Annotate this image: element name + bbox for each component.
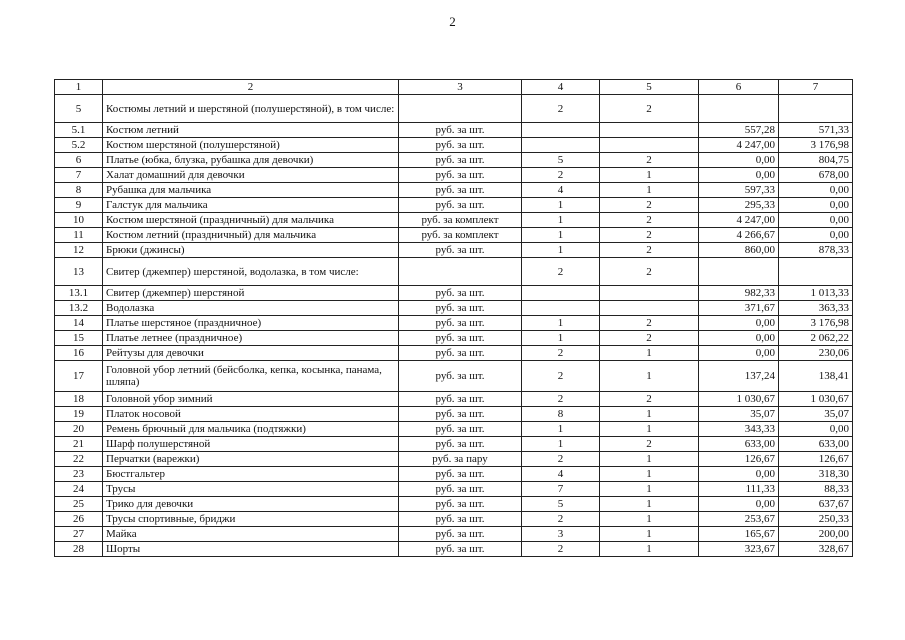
column-5-cell [600, 286, 699, 301]
column-5-cell: 2 [600, 331, 699, 346]
item-name-cell: Костюм шерстяной (праздничный) для мальчика [103, 213, 399, 228]
column-4-cell: 1 [522, 213, 600, 228]
row-number-cell: 13.2 [55, 301, 103, 316]
table-row [55, 95, 853, 123]
column-7-value-cell: 3 176,98 [779, 138, 853, 153]
column-4-cell [522, 286, 600, 301]
column-7-value-cell: 126,67 [779, 452, 853, 467]
column-4-cell: 2 [522, 95, 600, 123]
column-7-value-cell: 0,00 [779, 198, 853, 213]
column-5-cell: 2 [600, 392, 699, 407]
column-4-cell [522, 301, 600, 316]
table-row [55, 542, 853, 557]
column-5-cell: 1 [600, 452, 699, 467]
column-7-value-cell: 318,30 [779, 467, 853, 482]
column-header: 2 [103, 80, 399, 95]
item-name-cell: Трико для девочки [103, 497, 399, 512]
row-number-cell: 28 [55, 542, 103, 557]
column-5-cell: 1 [600, 497, 699, 512]
column-4-cell: 2 [522, 512, 600, 527]
column-5-cell [600, 301, 699, 316]
column-4-cell: 2 [522, 361, 600, 392]
column-6-value-cell: 597,33 [699, 183, 779, 198]
column-4-cell: 4 [522, 183, 600, 198]
column-6-value-cell: 0,00 [699, 168, 779, 183]
table-row [55, 213, 853, 228]
item-name-cell: Шорты [103, 542, 399, 557]
row-number-cell: 8 [55, 183, 103, 198]
item-name-cell: Костюмы летний и шерстяной (полушерстяной), в том числе: [103, 95, 399, 123]
item-name-cell: Платье шерстяное (праздничное) [103, 316, 399, 331]
row-number-cell: 6 [55, 153, 103, 168]
column-6-value-cell: 4 247,00 [699, 138, 779, 153]
column-5-cell: 1 [600, 542, 699, 557]
column-6-value-cell: 165,67 [699, 527, 779, 542]
column-6-value-cell: 1 030,67 [699, 392, 779, 407]
column-5-cell: 2 [600, 153, 699, 168]
table-body [55, 95, 853, 557]
column-7-value-cell: 571,33 [779, 123, 853, 138]
column-5-cell: 2 [600, 198, 699, 213]
column-4-cell: 1 [522, 228, 600, 243]
unit-cell: руб. за шт. [399, 512, 522, 527]
item-name-cell: Водолазка [103, 301, 399, 316]
unit-cell: руб. за шт. [399, 198, 522, 213]
column-7-value-cell: 804,75 [779, 153, 853, 168]
column-5-cell: 1 [600, 422, 699, 437]
unit-cell: руб. за шт. [399, 422, 522, 437]
column-6-value-cell: 633,00 [699, 437, 779, 452]
unit-cell: руб. за шт. [399, 392, 522, 407]
item-name-cell: Ремень брючный для мальчика (подтяжки) [103, 422, 399, 437]
column-5-cell: 1 [600, 346, 699, 361]
column-5-cell [600, 138, 699, 153]
column-4-cell: 3 [522, 527, 600, 542]
column-4-cell: 2 [522, 346, 600, 361]
row-number-cell: 5 [55, 95, 103, 123]
table-row [55, 286, 853, 301]
item-name-cell: Бюстгальтер [103, 467, 399, 482]
table-row [55, 452, 853, 467]
row-number-cell: 23 [55, 467, 103, 482]
column-5-cell: 1 [600, 482, 699, 497]
column-5-cell: 1 [600, 361, 699, 392]
item-name-cell: Свитер (джемпер) шерстяной [103, 286, 399, 301]
unit-cell: руб. за шт. [399, 407, 522, 422]
table-row [55, 346, 853, 361]
row-number-cell: 14 [55, 316, 103, 331]
row-number-cell: 21 [55, 437, 103, 452]
row-number-cell: 12 [55, 243, 103, 258]
column-7-value-cell: 1 013,33 [779, 286, 853, 301]
table-row [55, 392, 853, 407]
column-5-cell: 2 [600, 243, 699, 258]
column-7-value-cell: 138,41 [779, 361, 853, 392]
row-number-cell: 20 [55, 422, 103, 437]
unit-cell: руб. за шт. [399, 331, 522, 346]
column-6-value-cell: 111,33 [699, 482, 779, 497]
column-5-cell: 1 [600, 168, 699, 183]
column-4-cell: 7 [522, 482, 600, 497]
table-row [55, 361, 853, 392]
unit-cell: руб. за шт. [399, 168, 522, 183]
unit-cell: руб. за шт. [399, 183, 522, 198]
column-6-value-cell: 0,00 [699, 497, 779, 512]
column-7-value-cell [779, 95, 853, 123]
column-6-value-cell: 295,33 [699, 198, 779, 213]
unit-cell: руб. за шт. [399, 361, 522, 392]
column-4-cell: 1 [522, 422, 600, 437]
unit-cell: руб. за шт. [399, 497, 522, 512]
item-name-cell: Костюм шерстяной (полушерстяной) [103, 138, 399, 153]
column-header: 7 [779, 80, 853, 95]
item-name-cell: Костюм летний (праздничный) для мальчика [103, 228, 399, 243]
column-4-cell: 5 [522, 153, 600, 168]
row-number-cell: 7 [55, 168, 103, 183]
column-7-value-cell: 633,00 [779, 437, 853, 452]
column-7-value-cell [779, 258, 853, 286]
column-5-cell: 2 [600, 228, 699, 243]
row-number-cell: 15 [55, 331, 103, 346]
item-name-cell: Платок носовой [103, 407, 399, 422]
unit-cell: руб. за шт. [399, 286, 522, 301]
column-6-value-cell: 4 247,00 [699, 213, 779, 228]
item-name-cell: Перчатки (варежки) [103, 452, 399, 467]
unit-cell: руб. за шт. [399, 542, 522, 557]
row-number-cell: 13 [55, 258, 103, 286]
unit-cell: руб. за шт. [399, 467, 522, 482]
unit-cell [399, 95, 522, 123]
unit-cell: руб. за шт. [399, 482, 522, 497]
column-5-cell: 1 [600, 467, 699, 482]
column-5-cell: 1 [600, 407, 699, 422]
row-number-cell: 27 [55, 527, 103, 542]
unit-cell: руб. за шт. [399, 316, 522, 331]
column-6-value-cell: 0,00 [699, 467, 779, 482]
column-7-value-cell: 35,07 [779, 407, 853, 422]
item-name-cell: Трусы [103, 482, 399, 497]
column-4-cell [522, 138, 600, 153]
column-6-value-cell: 0,00 [699, 153, 779, 168]
column-7-value-cell: 250,33 [779, 512, 853, 527]
column-4-cell: 8 [522, 407, 600, 422]
column-5-cell: 2 [600, 316, 699, 331]
item-name-cell: Трусы спортивные, бриджи [103, 512, 399, 527]
column-header: 5 [600, 80, 699, 95]
column-5-cell: 1 [600, 512, 699, 527]
column-5-cell: 2 [600, 213, 699, 228]
column-4-cell: 2 [522, 258, 600, 286]
column-5-cell [600, 123, 699, 138]
item-name-cell: Майка [103, 527, 399, 542]
row-number-cell: 17 [55, 361, 103, 392]
unit-cell: руб. за шт. [399, 138, 522, 153]
row-number-cell: 13.1 [55, 286, 103, 301]
column-7-value-cell: 0,00 [779, 213, 853, 228]
table-row [55, 228, 853, 243]
column-4-cell: 5 [522, 497, 600, 512]
column-4-cell: 1 [522, 243, 600, 258]
column-6-value-cell: 0,00 [699, 331, 779, 346]
column-4-cell: 2 [522, 168, 600, 183]
item-name-cell: Головной убор зимний [103, 392, 399, 407]
column-5-cell: 2 [600, 258, 699, 286]
item-name-cell: Свитер (джемпер) шерстяной, водолазка, в том числе: [103, 258, 399, 286]
item-name-cell: Шарф полушерстяной [103, 437, 399, 452]
page-number: 2 [449, 14, 456, 29]
row-number-cell: 24 [55, 482, 103, 497]
column-number-row [55, 80, 853, 95]
unit-cell: руб. за шт. [399, 243, 522, 258]
column-7-value-cell: 200,00 [779, 527, 853, 542]
row-number-cell: 26 [55, 512, 103, 527]
column-6-value-cell: 323,67 [699, 542, 779, 557]
item-name-cell: Галстук для мальчика [103, 198, 399, 213]
table-row [55, 497, 853, 512]
column-6-value-cell: 371,67 [699, 301, 779, 316]
item-name-cell: Рейтузы для девочки [103, 346, 399, 361]
row-number-cell: 5.2 [55, 138, 103, 153]
column-header: 6 [699, 80, 779, 95]
table-row [55, 138, 853, 153]
column-4-cell: 2 [522, 452, 600, 467]
item-name-cell: Платье летнее (праздничное) [103, 331, 399, 346]
column-7-value-cell: 878,33 [779, 243, 853, 258]
column-7-value-cell: 678,00 [779, 168, 853, 183]
column-4-cell: 4 [522, 467, 600, 482]
item-name-cell: Рубашка для мальчика [103, 183, 399, 198]
column-7-value-cell: 230,06 [779, 346, 853, 361]
table-row [55, 422, 853, 437]
item-name-cell: Головной убор летний (бейсболка, кепка, косынка, панама, шляпа) [103, 361, 399, 392]
table-row [55, 527, 853, 542]
column-4-cell: 2 [522, 392, 600, 407]
table-row [55, 512, 853, 527]
table-row [55, 331, 853, 346]
column-6-value-cell: 126,67 [699, 452, 779, 467]
row-number-cell: 16 [55, 346, 103, 361]
column-4-cell [522, 123, 600, 138]
unit-cell: руб. за комплект [399, 213, 522, 228]
table-row [55, 437, 853, 452]
column-6-value-cell: 253,67 [699, 512, 779, 527]
unit-cell: руб. за шт. [399, 527, 522, 542]
table-row [55, 482, 853, 497]
column-6-value-cell: 0,00 [699, 316, 779, 331]
column-4-cell: 2 [522, 542, 600, 557]
column-4-cell: 1 [522, 316, 600, 331]
unit-cell: руб. за шт. [399, 301, 522, 316]
column-7-value-cell: 2 062,22 [779, 331, 853, 346]
column-7-value-cell: 88,33 [779, 482, 853, 497]
item-name-cell: Костюм летний [103, 123, 399, 138]
column-6-value-cell: 137,24 [699, 361, 779, 392]
column-5-cell: 2 [600, 95, 699, 123]
column-7-value-cell: 363,33 [779, 301, 853, 316]
column-7-value-cell: 3 176,98 [779, 316, 853, 331]
table-row [55, 243, 853, 258]
row-number-cell: 25 [55, 497, 103, 512]
unit-cell: руб. за шт. [399, 153, 522, 168]
unit-cell: руб. за комплект [399, 228, 522, 243]
column-6-value-cell: 343,33 [699, 422, 779, 437]
column-6-value-cell [699, 95, 779, 123]
row-number-cell: 9 [55, 198, 103, 213]
column-6-value-cell: 860,00 [699, 243, 779, 258]
column-header: 1 [55, 80, 103, 95]
table-row [55, 168, 853, 183]
table-row [55, 407, 853, 422]
column-4-cell: 1 [522, 198, 600, 213]
column-header: 4 [522, 80, 600, 95]
table-row [55, 153, 853, 168]
table-row [55, 123, 853, 138]
column-7-value-cell: 0,00 [779, 422, 853, 437]
item-name-cell: Платье (юбка, блузка, рубашка для девочки) [103, 153, 399, 168]
table-row [55, 316, 853, 331]
unit-cell: руб. за шт. [399, 346, 522, 361]
column-5-cell: 1 [600, 183, 699, 198]
row-number-cell: 11 [55, 228, 103, 243]
row-number-cell: 18 [55, 392, 103, 407]
column-7-value-cell: 0,00 [779, 183, 853, 198]
column-4-cell: 1 [522, 331, 600, 346]
column-4-cell: 1 [522, 437, 600, 452]
table-row [55, 467, 853, 482]
column-6-value-cell: 0,00 [699, 346, 779, 361]
column-7-value-cell: 0,00 [779, 228, 853, 243]
row-number-cell: 22 [55, 452, 103, 467]
column-5-cell: 2 [600, 437, 699, 452]
column-7-value-cell: 1 030,67 [779, 392, 853, 407]
column-header: 3 [399, 80, 522, 95]
table-row [55, 183, 853, 198]
column-7-value-cell: 637,67 [779, 497, 853, 512]
column-6-value-cell: 4 266,67 [699, 228, 779, 243]
column-5-cell: 1 [600, 527, 699, 542]
clothing-cost-table [54, 79, 853, 557]
row-number-cell: 19 [55, 407, 103, 422]
table-row [55, 258, 853, 286]
row-number-cell: 5.1 [55, 123, 103, 138]
column-6-value-cell [699, 258, 779, 286]
item-name-cell: Брюки (джинсы) [103, 243, 399, 258]
table-row [55, 301, 853, 316]
column-7-value-cell: 328,67 [779, 542, 853, 557]
unit-cell [399, 258, 522, 286]
row-number-cell: 10 [55, 213, 103, 228]
column-6-value-cell: 982,33 [699, 286, 779, 301]
column-6-value-cell: 35,07 [699, 407, 779, 422]
unit-cell: руб. за шт. [399, 123, 522, 138]
item-name-cell: Халат домашний для девочки [103, 168, 399, 183]
column-6-value-cell: 557,28 [699, 123, 779, 138]
unit-cell: руб. за шт. [399, 437, 522, 452]
unit-cell: руб. за пару [399, 452, 522, 467]
table-row [55, 198, 853, 213]
